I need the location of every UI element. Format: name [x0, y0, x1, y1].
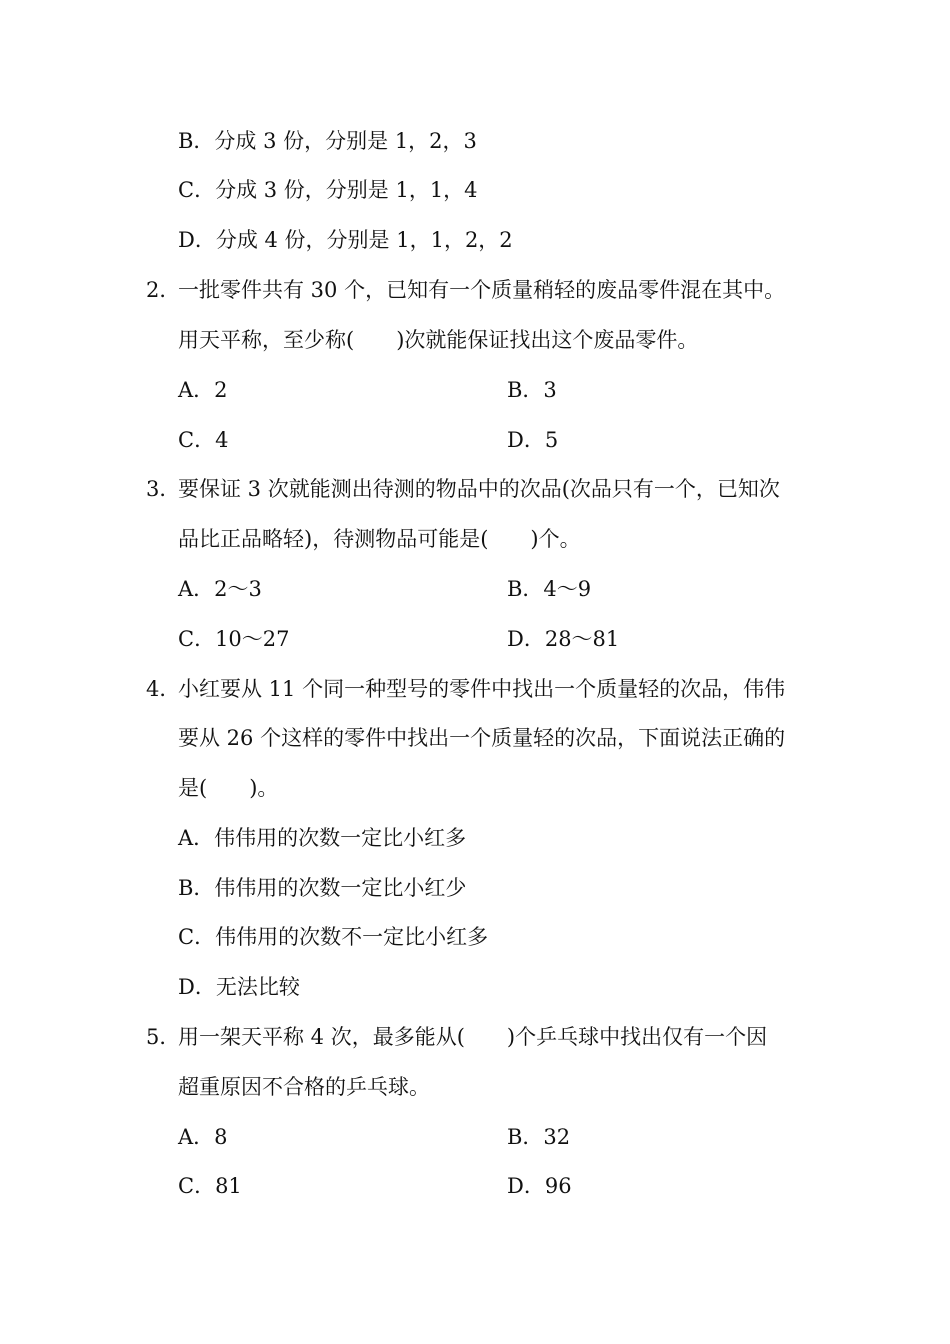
q4-option-c: C．伟伟用的次数不一定比小红多	[178, 925, 489, 949]
q4-stem-line-2: 要从 26 个这样的零件中找出一个质量轻的次品，下面说法正确的	[178, 726, 786, 750]
q4-option-b: B．伟伟用的次数一定比小红少	[178, 876, 467, 900]
q4-option-a: A．伟伟用的次数一定比小红多	[178, 826, 467, 850]
q1-option-c: C．分成 3 份，分别是 1，1，4	[178, 178, 478, 202]
q5-option-b: B．32	[507, 1125, 571, 1149]
q2-option-d: D．5	[507, 428, 559, 452]
q3-option-b: B．4～9	[507, 577, 592, 601]
q3-number: 3．	[146, 477, 181, 501]
q1-option-b: B．分成 3 份，分别是 1，2，3	[178, 129, 477, 153]
q5-option-c: C．81	[178, 1174, 242, 1198]
q3-option-a: A．2～3	[178, 577, 262, 601]
q2-stem-line-1: 一批零件共有 30 个，已知有一个质量稍轻的废品零件混在其中。	[178, 278, 786, 302]
q2-option-b: B．3	[507, 378, 557, 402]
q5-stem-line-2: 超重原因不合格的乒乓球。	[178, 1075, 430, 1099]
q3-stem-line-2: 品比正品略轻)，待测物品可能是( )个。	[178, 527, 581, 551]
q5-option-a: A．8	[178, 1125, 228, 1149]
q4-stem-line-3: 是( )。	[178, 776, 279, 800]
q2-stem-line-2: 用天平称，至少称( )次就能保证找出这个废品零件。	[178, 328, 699, 352]
q2-number: 2．	[146, 278, 181, 302]
q3-stem-line-1: 要保证 3 次就能测出待测的物品中的次品(次品只有一个，已知次	[178, 477, 780, 501]
q4-number: 4．	[146, 677, 181, 701]
q3-option-d: D．28～81	[507, 627, 620, 651]
q4-option-d: D．无法比较	[178, 975, 300, 999]
q5-number: 5．	[146, 1025, 181, 1049]
q5-stem-line-1: 用一架天平称 4 次，最多能从( )个乒乓球中找出仅有一个因	[178, 1025, 768, 1049]
q2-option-c: C．4	[178, 428, 229, 452]
q5-option-d: D．96	[507, 1174, 572, 1198]
q3-option-c: C．10～27	[178, 627, 290, 651]
q2-option-a: A．2	[178, 378, 228, 402]
q4-stem-line-1: 小红要从 11 个同一种型号的零件中找出一个质量轻的次品，伟伟	[178, 677, 786, 701]
q1-option-d: D．分成 4 份，分别是 1，1，2，2	[178, 228, 513, 252]
